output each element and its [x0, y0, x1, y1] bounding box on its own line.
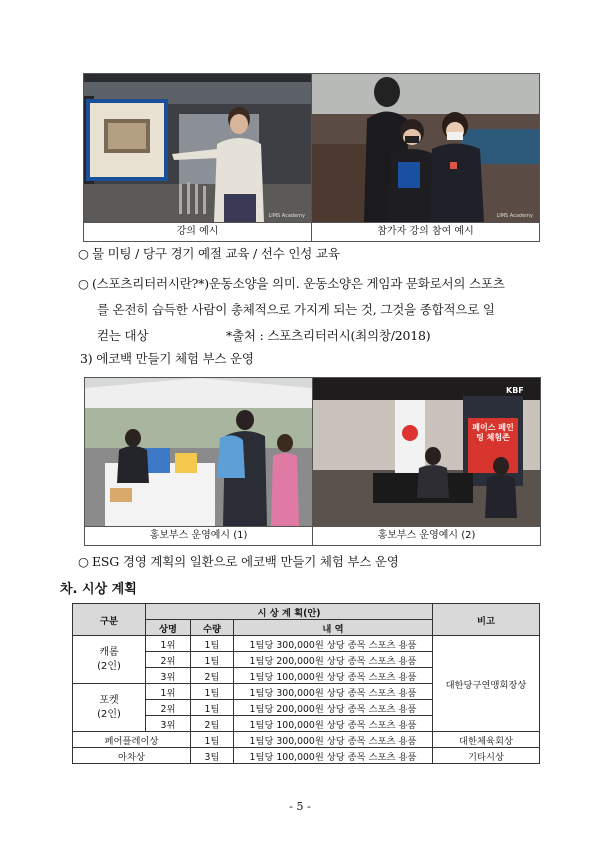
photo-table-bottom — [84, 377, 541, 546]
header-note: 비고 — [433, 604, 540, 636]
detail-cell: 1팀당 300,000원 상당 종목 스포츠 용품 — [234, 636, 433, 652]
note-cell: 대한체육회상 — [433, 732, 540, 748]
detail-cell: 1팀당 100,000원 상당 종목 스포츠 용품 — [234, 668, 433, 684]
page-number: - 5 - — [289, 800, 311, 813]
detail-cell: 1팀당 300,000원 상당 종목 스포츠 용품 — [234, 732, 433, 748]
bullet-text: 물 미팅 / 당구 경기 예절 교육 / 선수 인성 교육 — [92, 246, 340, 261]
group-cell: 캐롬 (2인) — [73, 636, 146, 684]
rank-cell: 1위 — [146, 684, 191, 700]
qty-cell: 3팀 — [191, 748, 234, 764]
qty-cell: 1팀 — [191, 732, 234, 748]
qty-cell: 1팀 — [191, 636, 234, 652]
qty-cell: 1팀 — [191, 652, 234, 668]
bullet-text: ESG 경영 계획의 일환으로 에코백 만들기 체험 부스 운영 — [92, 554, 399, 569]
prize-table — [72, 603, 540, 764]
award-name-cell: 페어플레이상 — [73, 732, 191, 748]
header-qty: 수량 — [191, 620, 234, 636]
note-cell: 기타시상 — [433, 748, 540, 764]
rank-cell: 2위 — [146, 652, 191, 668]
header-rank: 상명 — [146, 620, 191, 636]
booth-sign: 페이스 페인팅 체험존 — [472, 423, 514, 442]
photo-booth-example-1 — [85, 378, 312, 526]
detail-cell: 1팀당 200,000원 상당 종목 스포츠 용품 — [234, 700, 433, 716]
detail-cell: 1팀당 100,000원 상당 종목 스포츠 용품 — [234, 748, 433, 764]
qty-cell: 2팀 — [191, 716, 234, 732]
source-citation — [226, 325, 431, 347]
qty-cell: 2팀 — [191, 668, 234, 684]
detail-cell: 1팀당 200,000원 상당 종목 스포츠 용품 — [234, 652, 433, 668]
bullet-continuation — [97, 325, 148, 347]
table-row — [73, 748, 540, 764]
rank-cell: 2위 — [146, 700, 191, 716]
bullet-text: (스포츠리터러시란?*)운동소양을 의미. 운동소양은 게임과 문화로서의 스포츠 — [92, 276, 505, 291]
photo-caption: 홍보부스 운영예시 (1) — [85, 527, 313, 546]
table-row — [73, 732, 540, 748]
header-category: 구분 — [73, 604, 146, 636]
rank-cell: 3위 — [146, 716, 191, 732]
rank-cell: 3위 — [146, 668, 191, 684]
qty-cell: 1팀 — [191, 700, 234, 716]
note-cell: 대한당구연맹회장상 — [433, 636, 540, 732]
subsection-title: 3) 에코백 만들기 체험 부스 운영 — [80, 351, 254, 366]
kbf-logo: KBF — [506, 386, 524, 395]
header-detail: 내 역 — [234, 620, 433, 636]
detail-cell: 1팀당 300,000원 상당 종목 스포츠 용품 — [234, 684, 433, 700]
bullet-education: ○ 물 미팅 / 당구 경기 예절 교육 / 선수 인성 교육 — [78, 246, 340, 261]
photo-booth-example-2 — [313, 378, 540, 526]
detail-cell: 1팀당 100,000원 상당 종목 스포츠 용품 — [234, 716, 433, 732]
photo-participant-example — [312, 74, 539, 222]
bullet-sports-literacy: ○ (스포츠리터러시란?*)운동소양을 의미. 운동소양은 게임과 문화로서의 스포츠 — [78, 276, 505, 291]
bullet-text: 컫는 대상 — [97, 328, 149, 343]
photo-table-top — [83, 73, 540, 242]
photo-watermark: LIMS Academy — [268, 213, 305, 219]
qty-cell: 1팀 — [191, 684, 234, 700]
photo-caption: 홍보부스 운영예시 (2) — [313, 527, 541, 546]
section-title: 차. 시상 계획 — [60, 582, 137, 597]
photo-caption: 강의 예시 — [84, 223, 312, 242]
award-name-cell: 아차상 — [73, 748, 191, 764]
header-plan: 시 상 계 획(안) — [146, 604, 433, 620]
photo-caption: 참가자 강의 참여 예시 — [312, 223, 540, 242]
bullet-continuation — [97, 299, 495, 321]
rank-cell: 1위 — [146, 636, 191, 652]
table-row — [73, 636, 540, 652]
group-cell: 포켓 (2인) — [73, 684, 146, 732]
bullet-text: 를 온전히 습득한 사람이 총체적으로 가지게 되는 것, 그것을 종합적으로 일 — [97, 302, 495, 317]
bullet-esg: ○ ESG 경영 계획의 일환으로 에코백 만들기 체험 부스 운영 — [78, 554, 399, 569]
source-text: *출처 : 스포츠리터러시(최의창/2018) — [226, 328, 431, 343]
photo-watermark: LIMS Academy — [496, 213, 533, 219]
photo-lecture-example — [84, 74, 311, 222]
